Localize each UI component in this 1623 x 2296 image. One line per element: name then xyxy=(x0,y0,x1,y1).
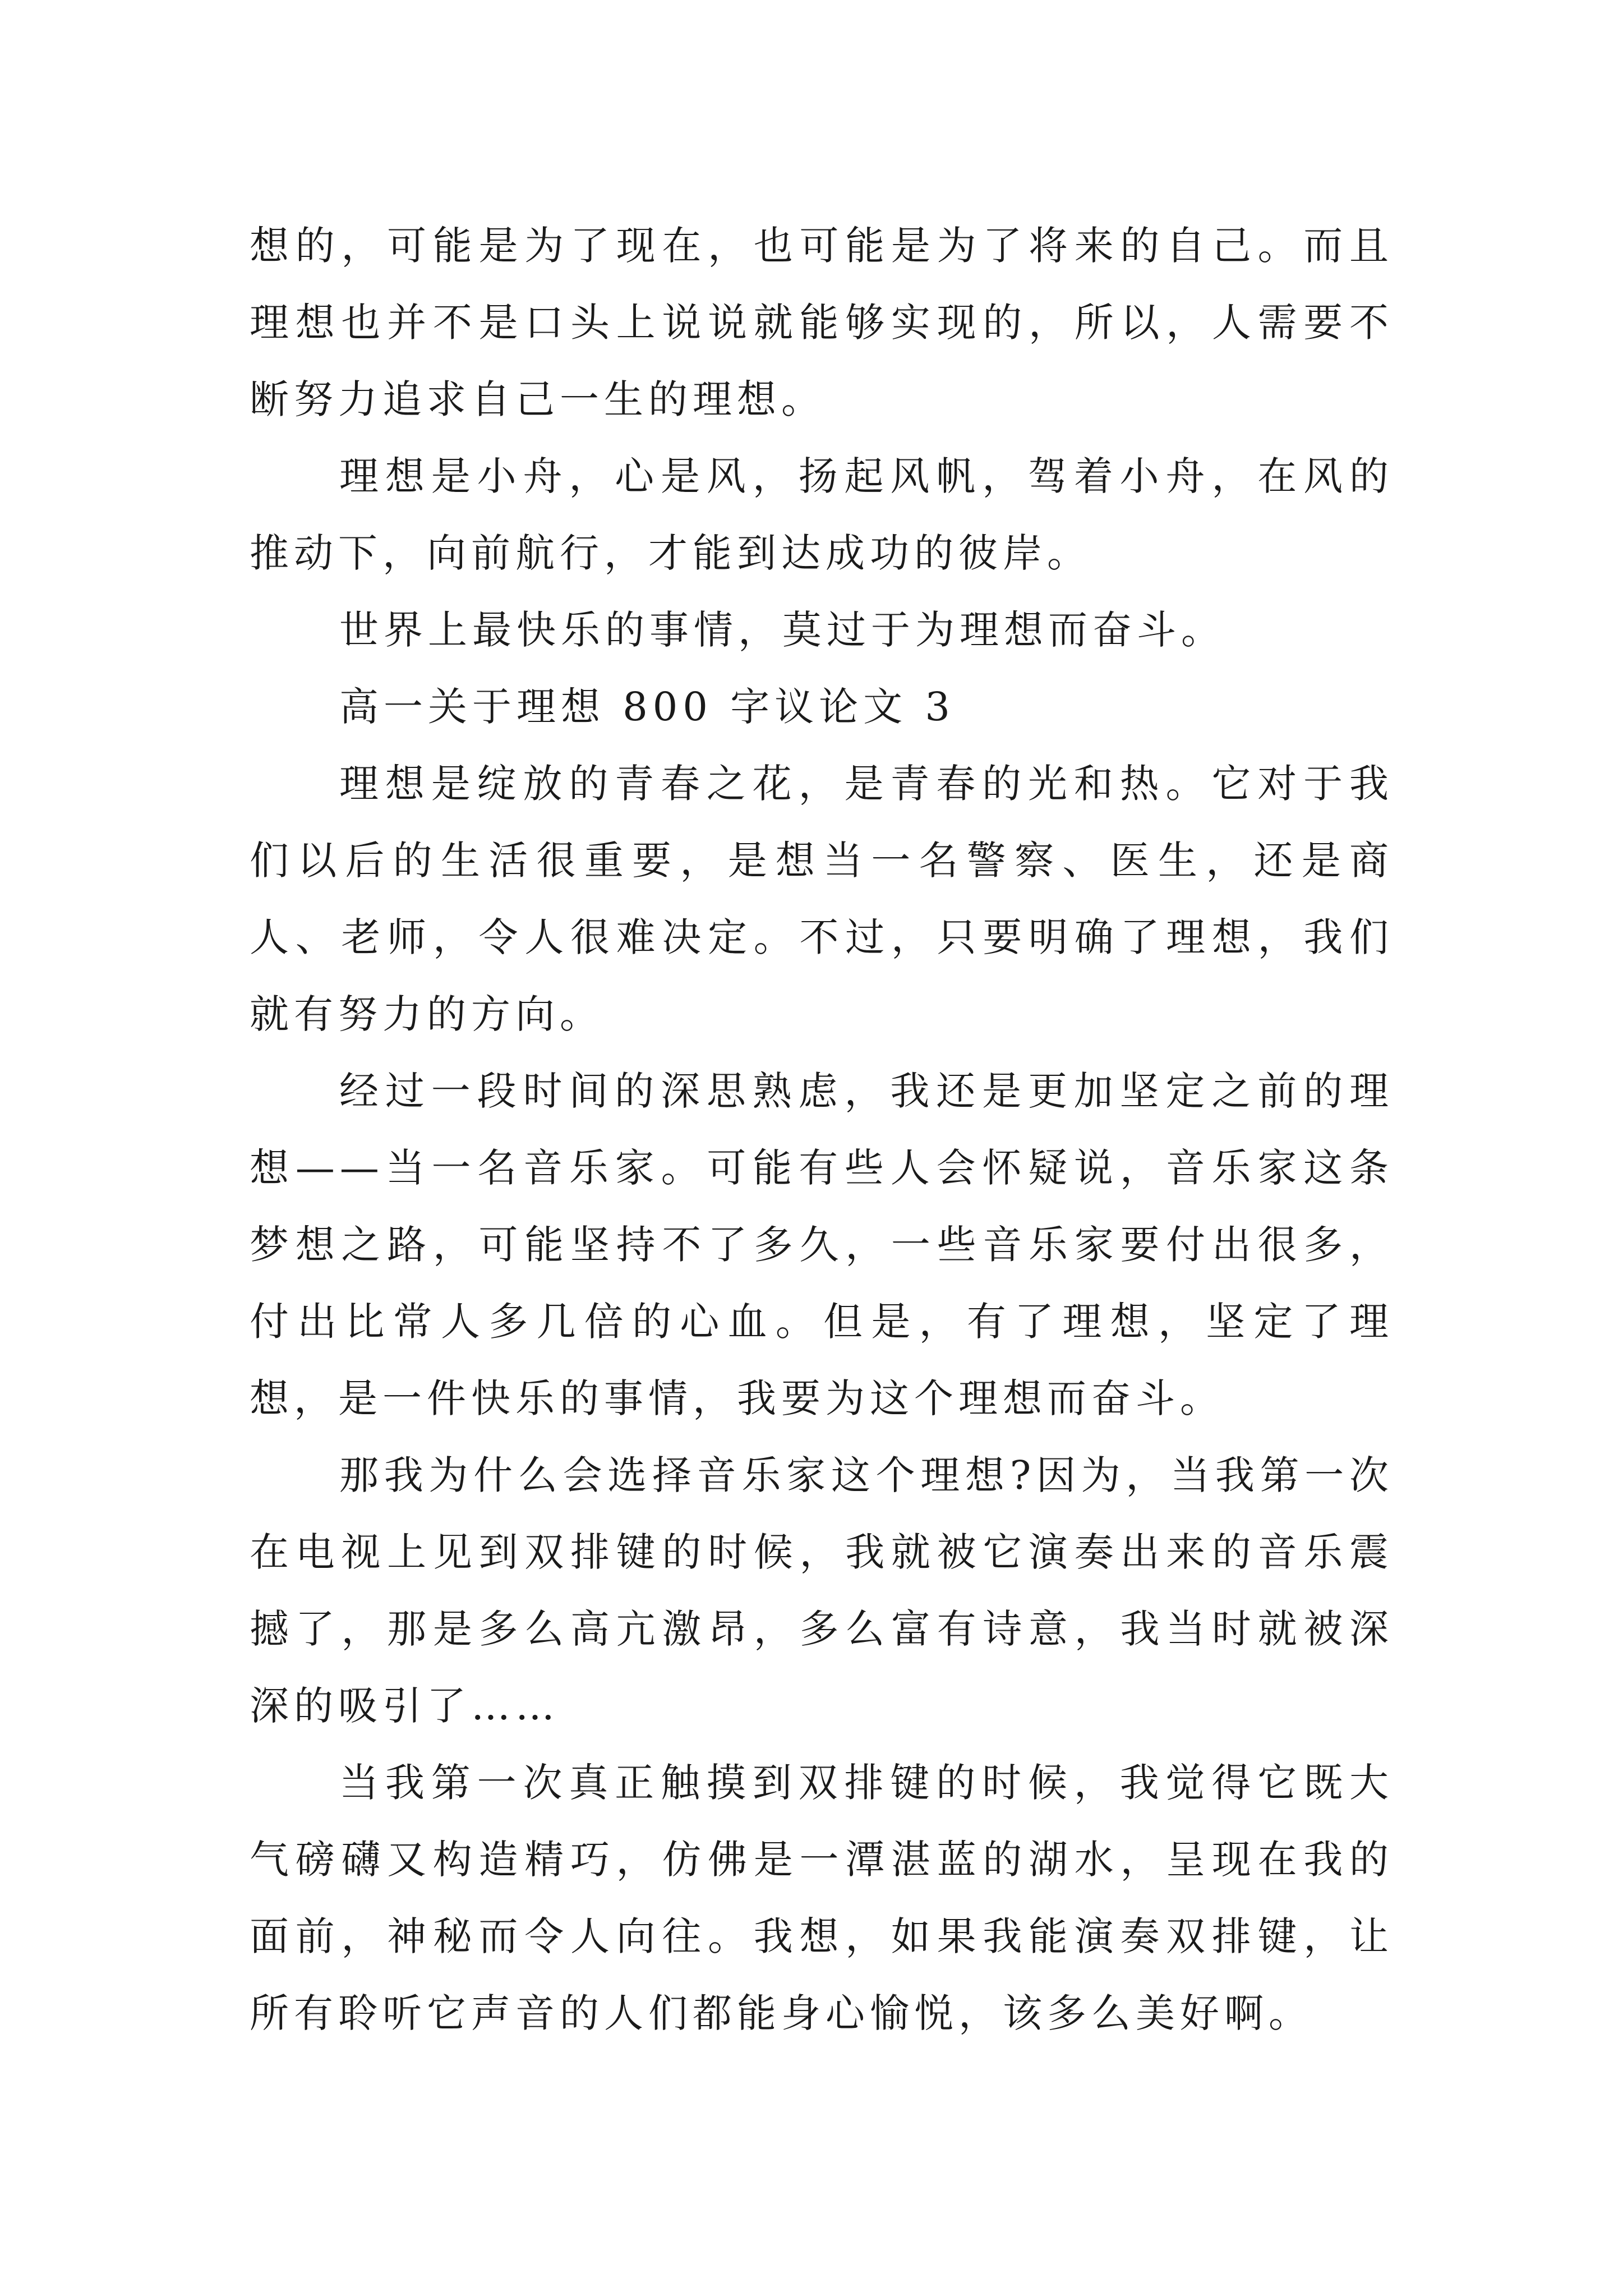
document-body xyxy=(250,208,1394,2052)
paragraph-happiest-thing: 世界上最快乐的事情，莫过于为理想而奋斗。 xyxy=(339,607,1225,653)
paragraph-why-musician: 那我为什么会选择音乐家这个理想?因为，当我第一次在电视上见到双排键的时候，我就被它演奏出来的音乐震撼了，那是多么高亢激昂，多么富有诗意，我当时就被深深的吸引了…… xyxy=(250,1452,1394,1729)
paragraph-first-touch: 当我第一次真正触摸到双排键的时候，我觉得它既大气磅礴又构造精巧，仿佛是一潭湛蓝的湖水，呈现在我的面前，神秘而令人向往。我想，如果我能演奏双排键，让所有聆听它声音的人们都能身心愉悦，该多么美好啊。 xyxy=(250,1760,1394,2036)
paragraph-ideal-flower: 理想是绽放的青春之花，是青春的光和热。它对于我们以后的生活很重要，是想当一名警察、医生，还是商人、老师，令人很难决定。不过，只要明确了理想，我们就有努力的方向。 xyxy=(250,761,1394,1037)
paragraph-ideal-boat: 理想是小舟，心是风，扬起风帆，驾着小舟，在风的推动下，向前航行，才能到达成功的彼岸。 xyxy=(250,453,1394,576)
paragraph-musician: 经过一段时间的深思熟虑，我还是更加坚定之前的理想——当一名音乐家。可能有些人会怀疑说，音乐家这条梦想之路，可能坚持不了多久，一些音乐家要付出很多，付出比常人多几倍的心血。但是，有了理想，坚定了理想，是一件快乐的事情，我要为这个理想而奋斗。 xyxy=(250,1068,1394,1421)
paragraph-continuation: 想的，可能是为了现在，也可能是为了将来的自己。而且理想也并不是口头上说说就能够实现的，所以，人需要不断努力追求自己一生的理想。 xyxy=(250,223,1394,422)
essay-heading: 高一关于理想 800 字议论文 3 xyxy=(339,684,955,730)
